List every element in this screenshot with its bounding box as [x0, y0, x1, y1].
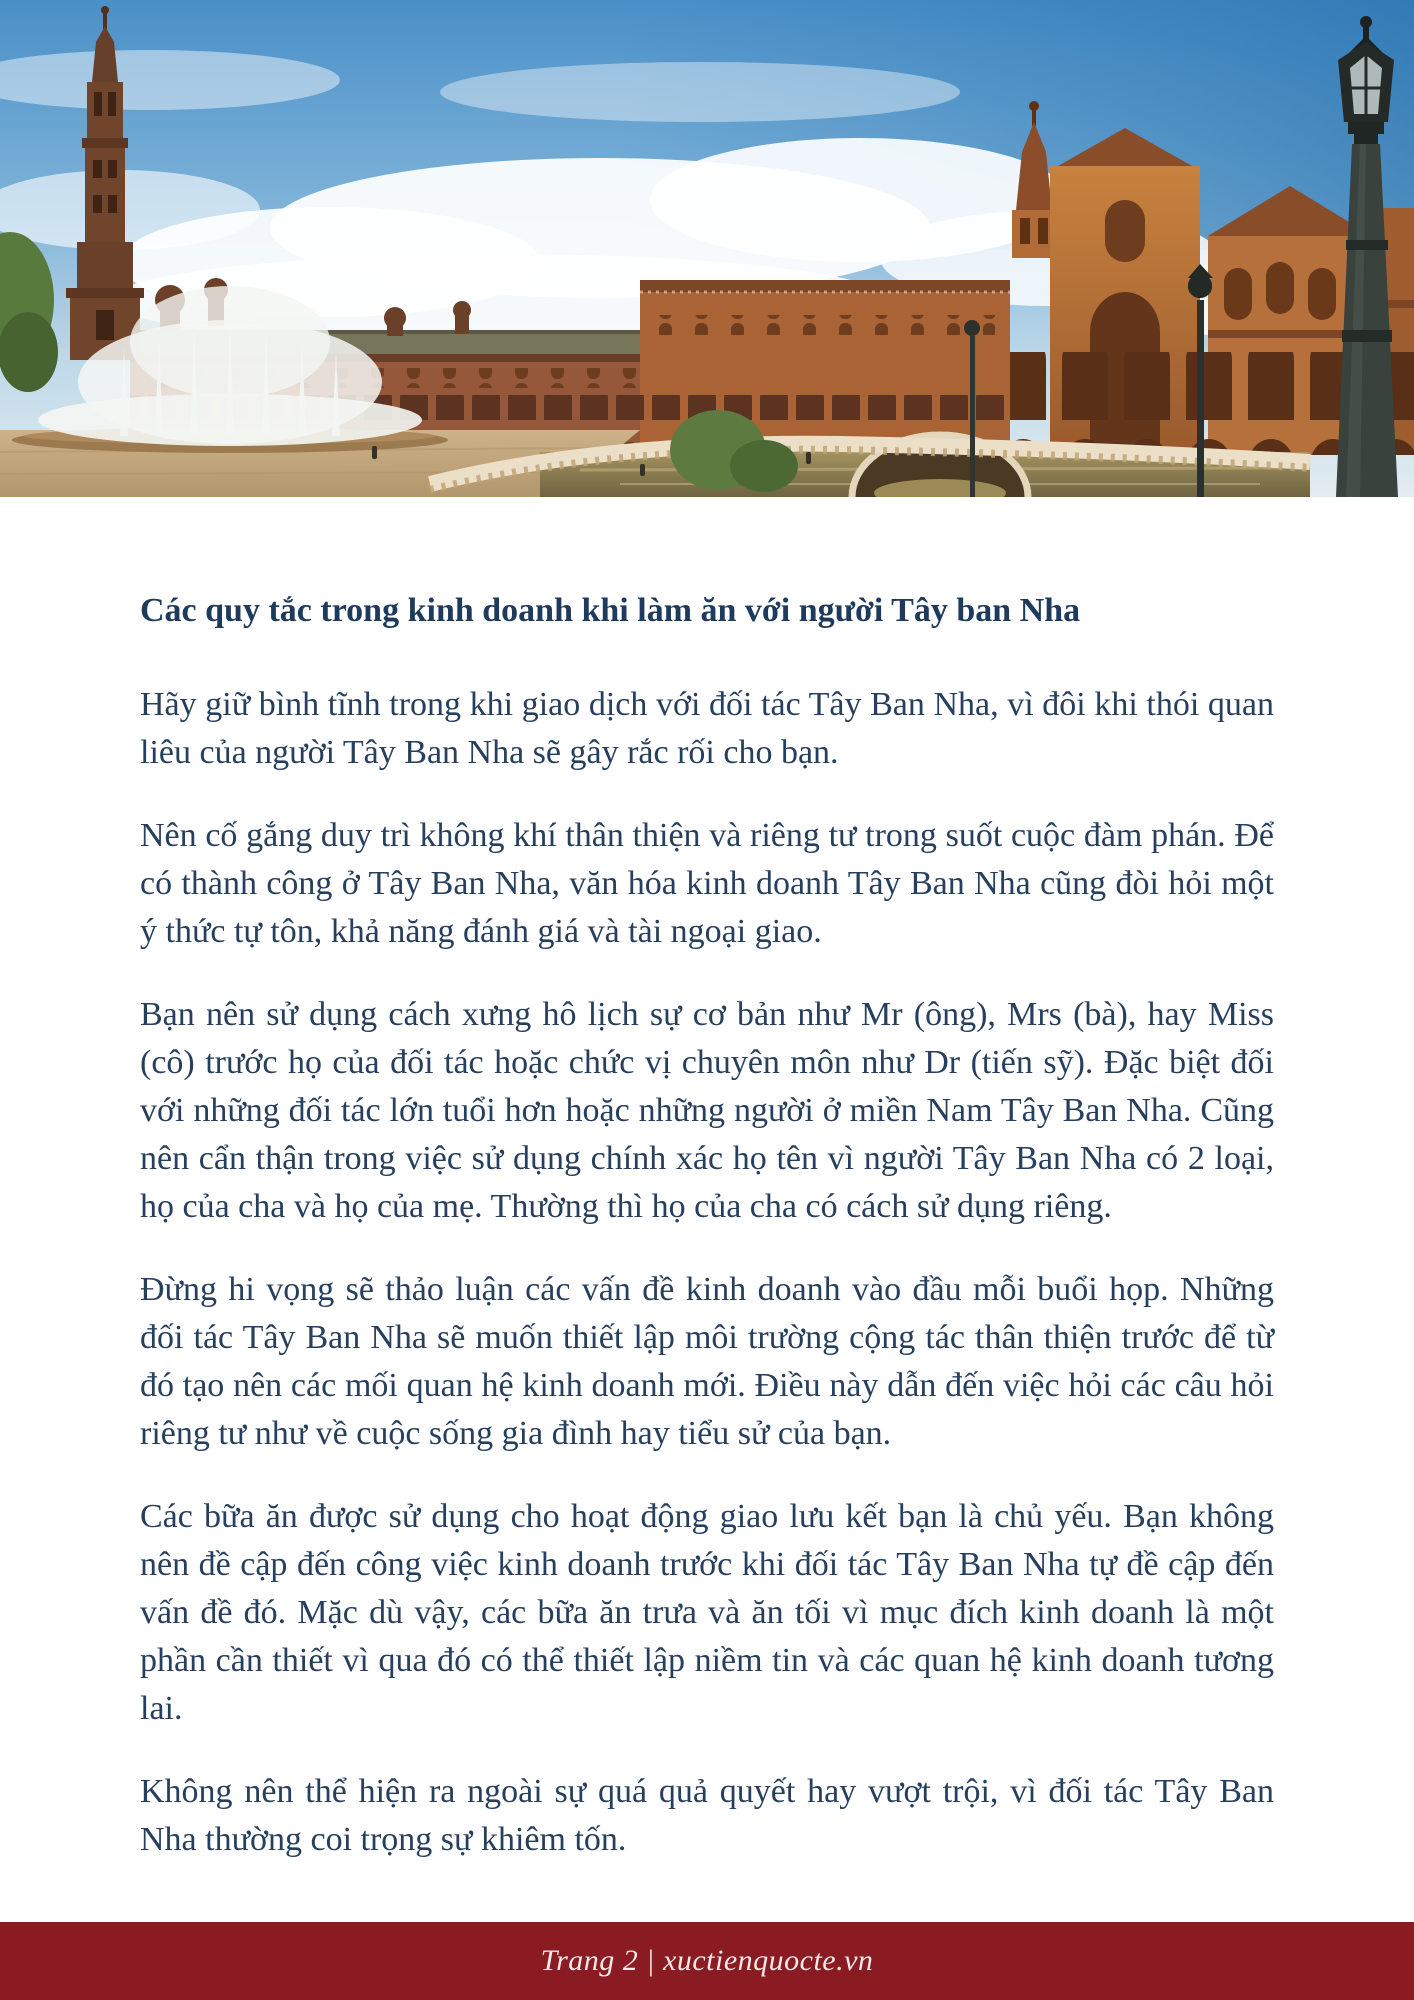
paragraph-1: Hãy giữ bình tĩnh trong khi giao dịch với đối tác Tây Ban Nha, vì đôi khi thói quan liêu của người Tây Ban Nha sẽ gây rắc rối cho bạn. [140, 686, 1274, 771]
document-body [0, 497, 1414, 1922]
footer-page-number: Trang 2 | xuctienquocte.vn [540, 1944, 874, 1977]
paragraph-4: Đừng hi vọng sẽ thảo luận các vấn đề kinh doanh vào đầu mỗi buổi họp. Những đối tác Tây Ban Nha sẽ muốn thiết lập môi trường cộng tác thân thiện trước để từ đó tạo nên các mối quan hệ kinh doanh mới. Điều này dẫn đến việc hỏi các câu hỏi riêng tư như về cuộc sống gia đình hay tiểu sử của bạn. [140, 1271, 1274, 1452]
paragraph-3: Bạn nên sử dụng cách xưng hô lịch sự cơ bản như Mr (ông), Mrs (bà), hay Miss (cô) trước họ của đối tác hoặc chức vị chuyên môn như Dr (tiến sỹ). Đặc biệt đối với những đối tác lớn tuổi hơn hoặc những người ở miền Nam Tây Ban Nha. Cũng nên cẩn thận trong việc sử dụng chính xác họ tên vì người Tây Ban Nha có 2 loại, họ của cha và họ của mẹ. Thường thì họ của cha có cách sử dụng riêng. [140, 996, 1274, 1225]
header-photo [0, 0, 1414, 497]
page-footer [0, 1922, 1414, 2000]
plaza-photo-illustration [0, 0, 1414, 497]
paragraph-6: Không nên thể hiện ra ngoài sự quá quả quyết hay vượt trội, vì đối tác Tây Ban Nha thường coi trọng sự khiêm tốn. [140, 1773, 1274, 1858]
page-title: Các quy tắc trong kinh doanh khi làm ăn với người Tây ban Nha [140, 592, 1081, 629]
paragraph-2: Nên cố gắng duy trì không khí thân thiện và riêng tư trong suốt cuộc đàm phán. Để có thành công ở Tây Ban Nha, văn hóa kinh doanh Tây Ban Nha cũng đòi hỏi một ý thức tự tôn, khả năng đánh giá và tài ngoại giao. [140, 817, 1274, 950]
paragraph-5: Các bữa ăn được sử dụng cho hoạt động giao lưu kết bạn là chủ yếu. Bạn không nên đề cập đến công việc kinh doanh trước khi đối tác Tây Ban Nha tự đề cập đến vấn đề đó. Mặc dù vậy, các bữa ăn trưa và ăn tối vì mục đích kinh doanh là một phần cần thiết vì qua đó có thể thiết lập niềm tin và các quan hệ kinh doanh tương lai. [140, 1498, 1274, 1727]
